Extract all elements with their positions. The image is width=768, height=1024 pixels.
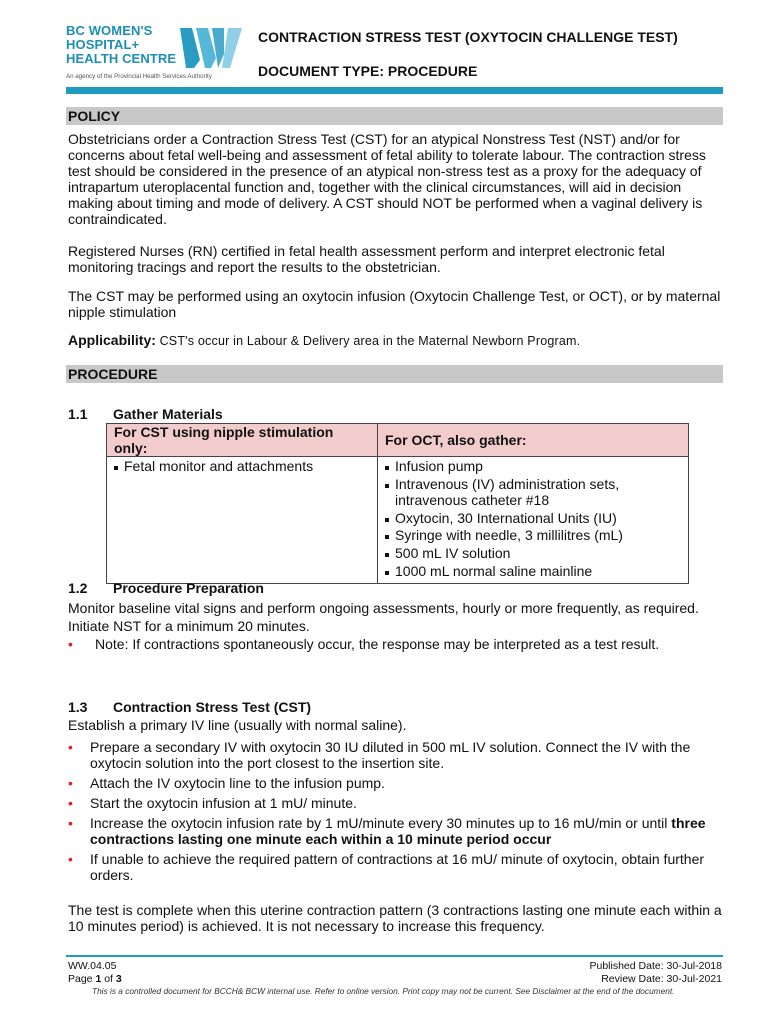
footer-divider (66, 955, 723, 957)
footer-disclaimer: This is a controlled document for BCCH& BCW internal use. Refer to online version. Print copy may not be current. See Disclaimer at the end of the document. (92, 986, 675, 996)
section-title: Contraction Stress Test (CST) (113, 699, 312, 715)
square-bullet-icon (385, 466, 389, 470)
square-bullet-icon (385, 553, 389, 557)
list-item (385, 458, 681, 476)
review-date: Review Date: 30-Jul-2021 (601, 973, 722, 985)
square-bullet-icon (385, 518, 389, 522)
table-header-oct: For OCT, also gather: (378, 424, 689, 457)
page-total: 3 (115, 973, 122, 985)
page-of: of (101, 973, 116, 985)
applicability-line (68, 332, 724, 349)
bullet-icon: • (68, 636, 73, 652)
table-header-cst: For CST using nipple stimulation only: (107, 424, 378, 457)
bullet-icon: • (68, 739, 73, 755)
list-item (385, 527, 681, 545)
section-number: 1.2 (68, 580, 88, 596)
oct-materials-cell (378, 457, 689, 584)
logo-tagline: An agency of the Provincial Health Services Authority (66, 73, 212, 80)
section-number: 1.3 (68, 699, 88, 715)
policy-paragraph-2: Registered Nurses (RN) certified in fetal health assessment perform and interpret electronic fetal monitoring tracings and report the results to the obstetrician. (68, 243, 665, 275)
bullet-text-part: Increase the oxytocin infusion rate by 1 mU/minute every 30 minutes up to 16 mU/min or until (90, 815, 672, 831)
bullet-icon: • (68, 795, 73, 811)
bullet-text: Start the oxytocin infusion at 1 mU/ minute. (90, 795, 357, 811)
cst-closing-text: The test is complete when this uterine contraction pattern (3 contractions lasting one minute each within a 10 minutes period) is achieved. It is not necessary to increase this frequency. (68, 902, 722, 934)
page-number: 1 (95, 973, 102, 985)
page-indicator (68, 973, 122, 985)
cst-intro: Establish a primary IV line (usually with normal saline). (68, 717, 407, 733)
list-item (385, 510, 681, 528)
list-item-text: 1000 mL normal saline mainline (395, 562, 593, 579)
bullet-text: Prepare a secondary IV with oxytocin 30 IU diluted in 500 mL IV solution. Connect the IV with the oxytocin solution into the port closest to the insertion site. (90, 739, 691, 771)
section-1-2-heading (68, 580, 264, 596)
header-divider (66, 87, 723, 94)
list-item (385, 563, 681, 581)
w-logo-icon (178, 26, 244, 70)
list-item-text: Fetal monitor and attachments (124, 458, 314, 474)
bullet-icon: • (68, 815, 73, 831)
logo-wordmark (66, 24, 176, 66)
section-1-3-heading (68, 699, 311, 715)
applicability-text: CST's occur in Labour & Delivery area in the Maternal Newborn Program. (155, 334, 581, 348)
cst-materials-cell (107, 457, 378, 584)
published-date: Published Date: 30-Jul-2018 (589, 960, 722, 972)
document-title: CONTRACTION STRESS TEST (OXYTOCIN CHALLENGE TEST) (258, 29, 678, 45)
applicability-label: Applicability: (68, 332, 156, 348)
policy-paragraph-1: Obstetricians order a Contraction Stress Test (CST) for an atypical Nonstress Test (NST) and/or for concerns about fetal well-being and assessment of fetal ability to tolerate labour. The contraction stress test should be considered in the presence of an atypical non-stress test as a proxy for the adequacy of intrapartum uteroplacental function and, together with the clinical circumstances, will aid in decision making about timing and mode of delivery. A CST should NOT be performed when a vaginal delivery is contraindicated. (68, 131, 706, 227)
bullet-text: Attach the IV oxytocin line to the infusion pump. (90, 775, 385, 791)
section-title: Procedure Preparation (113, 580, 264, 596)
section-1-1-heading (68, 406, 223, 422)
procedure-heading: PROCEDURE (66, 365, 723, 383)
bullet-icon: • (68, 851, 73, 867)
square-bullet-icon (385, 535, 389, 539)
bullet-icon: • (68, 775, 73, 791)
list-item-text: Intravenous (IV) administration sets, intravenous catheter #18 (395, 475, 620, 508)
list-item (385, 545, 681, 563)
table-row (107, 457, 689, 584)
square-bullet-icon (385, 571, 389, 575)
policy-heading: POLICY (66, 107, 723, 125)
section-title: Gather Materials (113, 406, 223, 422)
bcw-logo (66, 24, 256, 84)
logo-line-2: HOSPITAL+ (66, 37, 140, 52)
bullet-text (90, 815, 720, 847)
page-label: Page (68, 973, 96, 985)
bullet-text-emphasis: three contractions lasting one minute each within a 10 minute period occur (90, 815, 706, 847)
list-item-text: 500 mL IV solution (395, 545, 511, 562)
logo-line-3: HEALTH CENTRE (66, 51, 177, 66)
bullet-text: If unable to achieve the required pattern of contractions at 16 mU/ minute of oxytocin, obtain further orders. (90, 851, 705, 883)
note-text: Note: If contractions spontaneously occur, the response may be interpreted as a test result. (95, 636, 660, 652)
preparation-text: Monitor baseline vital signs and perform ongoing assessments, hourly or more frequently, as required. Initiate NST for a minimum 20 minutes. (68, 600, 699, 634)
square-bullet-icon (385, 484, 389, 488)
logo-line-1: BC WOMEN'S (66, 23, 153, 38)
list-item-text: Infusion pump (395, 458, 483, 474)
document-id: WW.04.05 (68, 960, 117, 972)
list-item-text: Oxytocin, 30 International Units (IU) (395, 509, 617, 526)
policy-paragraph-3: The CST may be performed using an oxytocin infusion (Oxytocin Challenge Test, or OCT), or by maternal nipple stimulation (68, 288, 721, 320)
document-header (0, 0, 768, 96)
section-number: 1.1 (68, 406, 88, 422)
document-type: DOCUMENT TYPE: PROCEDURE (258, 63, 478, 79)
table-header-row (107, 424, 689, 457)
materials-table (106, 423, 689, 584)
list-item (385, 476, 681, 510)
list-item-text: Syringe with needle, 3 millilitres (mL) (395, 527, 623, 544)
list-item (114, 458, 370, 476)
square-bullet-icon (114, 466, 118, 470)
